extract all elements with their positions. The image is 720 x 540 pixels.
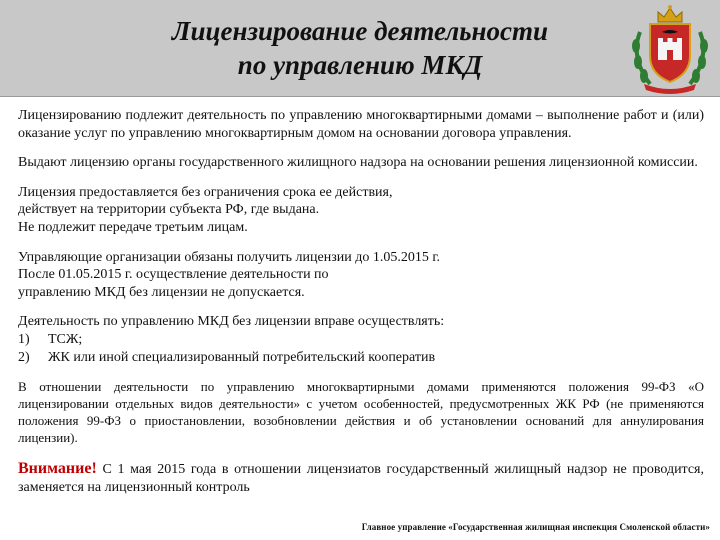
text-line: Деятельность по управлению МКД без лицензии вправе осуществлять:: [18, 314, 445, 330]
header-bar: [0, 0, 720, 97]
paragraph-issuing-authority: Выдают лицензию органы государственного жилищного надзора на основании решения лицензионной комиссии.: [18, 155, 698, 171]
warning-label: Внимание!: [18, 460, 97, 478]
text-line: действует на территории субъекта РФ, где выдана.: [18, 202, 320, 218]
list-item: [18, 331, 704, 349]
list-item: [18, 349, 704, 367]
list-number: 1): [18, 331, 30, 347]
paragraph-deadline: [18, 249, 704, 302]
list-number: 2): [18, 349, 30, 365]
text-line: После 01.05.2015 г. осуществление деятельности по: [18, 267, 329, 283]
warning-text: С 1 мая 2015 года в отношении лицензиатов государственный жилищный надзор не проводится, заменяется на лицензионный контроль: [18, 462, 704, 495]
paragraph-license-terms: [18, 184, 704, 237]
text-line: Управляющие организации обязаны получить лицензии до 1.05.2015 г.: [18, 249, 441, 265]
list-text: ТСЖ;: [48, 331, 83, 347]
paragraph-99fz: В отношении деятельности по управлению многоквартирными домами применяются положения 99-ФЗ «О лицензировании отдельных видов деятельности» с учетом особенностей, предусмотренных ЖК РФ (не применяются положения 99-ФЗ о приостановлении, возобновлении действия и об установлении оснований для аннулирования лицензии).: [18, 379, 704, 446]
text-line: Лицензия предоставляется без ограничения срока ее действия,: [18, 184, 393, 200]
paragraph-exemptions: [18, 313, 704, 366]
text-line: Не подлежит передаче третьим лицам.: [18, 219, 248, 235]
paragraph-warning: [18, 460, 704, 496]
document-body: [18, 107, 704, 508]
title-line-1: Лицензирование деятельности: [171, 16, 549, 46]
title-line-2: по управлению МКД: [237, 50, 483, 80]
coat-of-arms-icon: [622, 2, 718, 94]
page-title: [90, 14, 630, 82]
paragraph-licensing-subject: Лицензированию подлежит деятельность по управлению многоквартирными домами – выполнение работ и (или) оказание услуг по управлению многоквартирным домом на основании договора управления.: [18, 108, 704, 141]
text-line: управлению МКД без лицензии не допускается.: [18, 284, 305, 300]
list-text: ЖК или иной специализированный потребительский кооператив: [48, 349, 436, 365]
footer-organization: Главное управление «Государственная жилищная инспекция Смоленской области»: [361, 522, 710, 532]
